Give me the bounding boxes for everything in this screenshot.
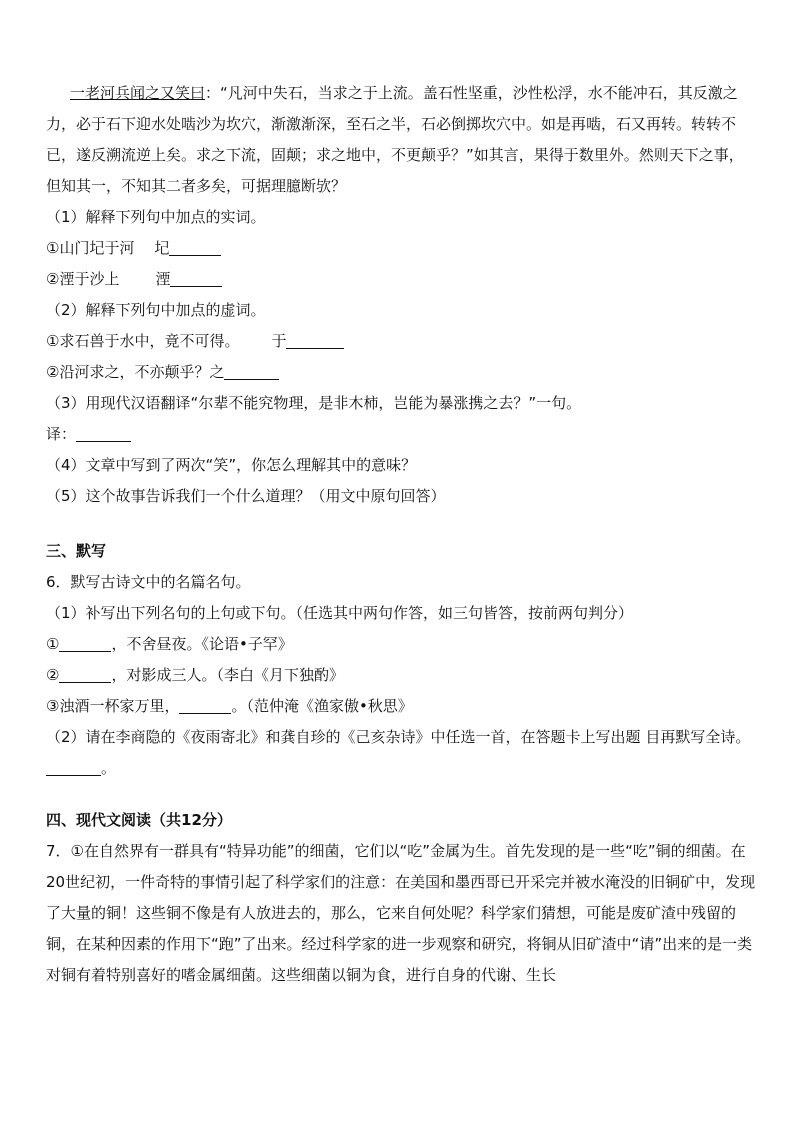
question-6: 6．默写古诗文中的名篇名句。 [46,573,251,591]
question-1b [46,264,758,295]
question-1b-text: ②湮于沙上 [46,270,120,288]
question-3: （3）用现代汉语翻译“尔辈不能究物理，是非木柿，岂能为暴涨携之去？”一句。 [46,394,582,412]
question-2a [46,326,758,357]
recite-item-1: ① ，不舍昼夜。《论语•子罕》 [46,635,293,653]
recite-item-2: ② ，对影成三人。（李白《月下独酌》 [46,666,344,684]
question-1a-text: ①山门圮于河 [46,239,135,257]
question-1a-word: 圮 [154,239,170,257]
recite-item-3: ③浊酒一杯家万里， 。（范仲淹《渔家傲•秋思》 [46,697,413,715]
question-4: （4）文章中写到了两次“笑”，你怎么理解其中的意味？ [46,456,417,474]
answer-blank[interactable] [59,664,111,683]
question-2b [46,357,758,388]
answer-blank[interactable] [179,695,231,714]
answer-blank[interactable] [76,423,131,442]
question-6-1: （1）补写出下列名句的上句或下句。（任选其中两句作答，如三句皆答，按前两句判分） [46,604,634,622]
exam-page [46,78,758,991]
translate-label: 译： [46,425,77,443]
question-3-answer [46,419,758,450]
answer-blank[interactable] [169,237,221,256]
question-1: （1）解释下列句中加点的实词。 [46,208,266,226]
question-5: （5）这个故事告诉我们一个什么道理？（用文中原句回答） [46,487,446,505]
question-1a [46,233,758,264]
answer-blank[interactable] [224,361,279,380]
question-1b-word: 湮 [155,270,171,288]
answer-blank[interactable] [170,268,222,287]
section-4-heading: 四、现代文阅读（共12分） [46,811,232,829]
question-2b-text: ②沿河求之，不亦颠乎？之 [46,363,225,381]
answer-blank[interactable] [59,633,111,652]
answer-blank[interactable] [286,330,344,349]
question-7-passage: 7．①在自然界有一群具有“特异功能”的细菌，它们以“吃”金属为生。首先发现的是一些“吃”铜的细菌。在20世纪初，一件奇特的事情引起了科学家们的注意：在美国和墨西哥已开采完并被水淹没的旧铜矿中，发现了大量的铜！这些铜不像是有人放进去的，那么，它来自何处呢？科学家们猜想，可能是废矿渣中残留的铜，在某种因素的作用下“跑”了出来。经过科学家的进一步观察和研究，将铜从旧矿渣中“请”出来的是一类对铜有着特别喜好的嗜金属细菌。这些细菌以铜为食，进行自身的代谢、生长 [46,842,756,984]
question-2a-word: 于 [271,332,287,350]
poem-answer-line: 。 [46,753,758,784]
passage-text: ：“凡河中失石，当求之于上流。盖石性坚重，沙性松浮，水不能冲石，其反激之力，必于石下迎水处啮沙为坎穴，渐激渐深，至石之半，石必倒掷坎穴中。如是再啮，石又再转。转转不已，遂反溯流逆上矣。求之下流，固颠；求之地中，不更颠乎？”如其言，果得于数里外。然则天下之事，但知其一，不知其二者多矣，可据理臆断欤？ [46,84,744,195]
passage-underlined-phrase: 一老河兵闻之又笑曰 [70,84,206,102]
section-3-heading: 三、默写 [46,542,107,560]
passage-paragraph [46,78,758,202]
answer-blank[interactable] [46,757,101,776]
question-2a-text: ①求石兽于水中，竟不可得。 [46,332,240,350]
question-2: （2）解释下列句中加点的虚词。 [46,301,266,319]
question-6-2: （2）请在李商隐的《夜雨寄北》和龚自珍的《己亥杂诗》中任选一首，在答题卡上写出题 目再默写全诗。 [46,728,751,746]
